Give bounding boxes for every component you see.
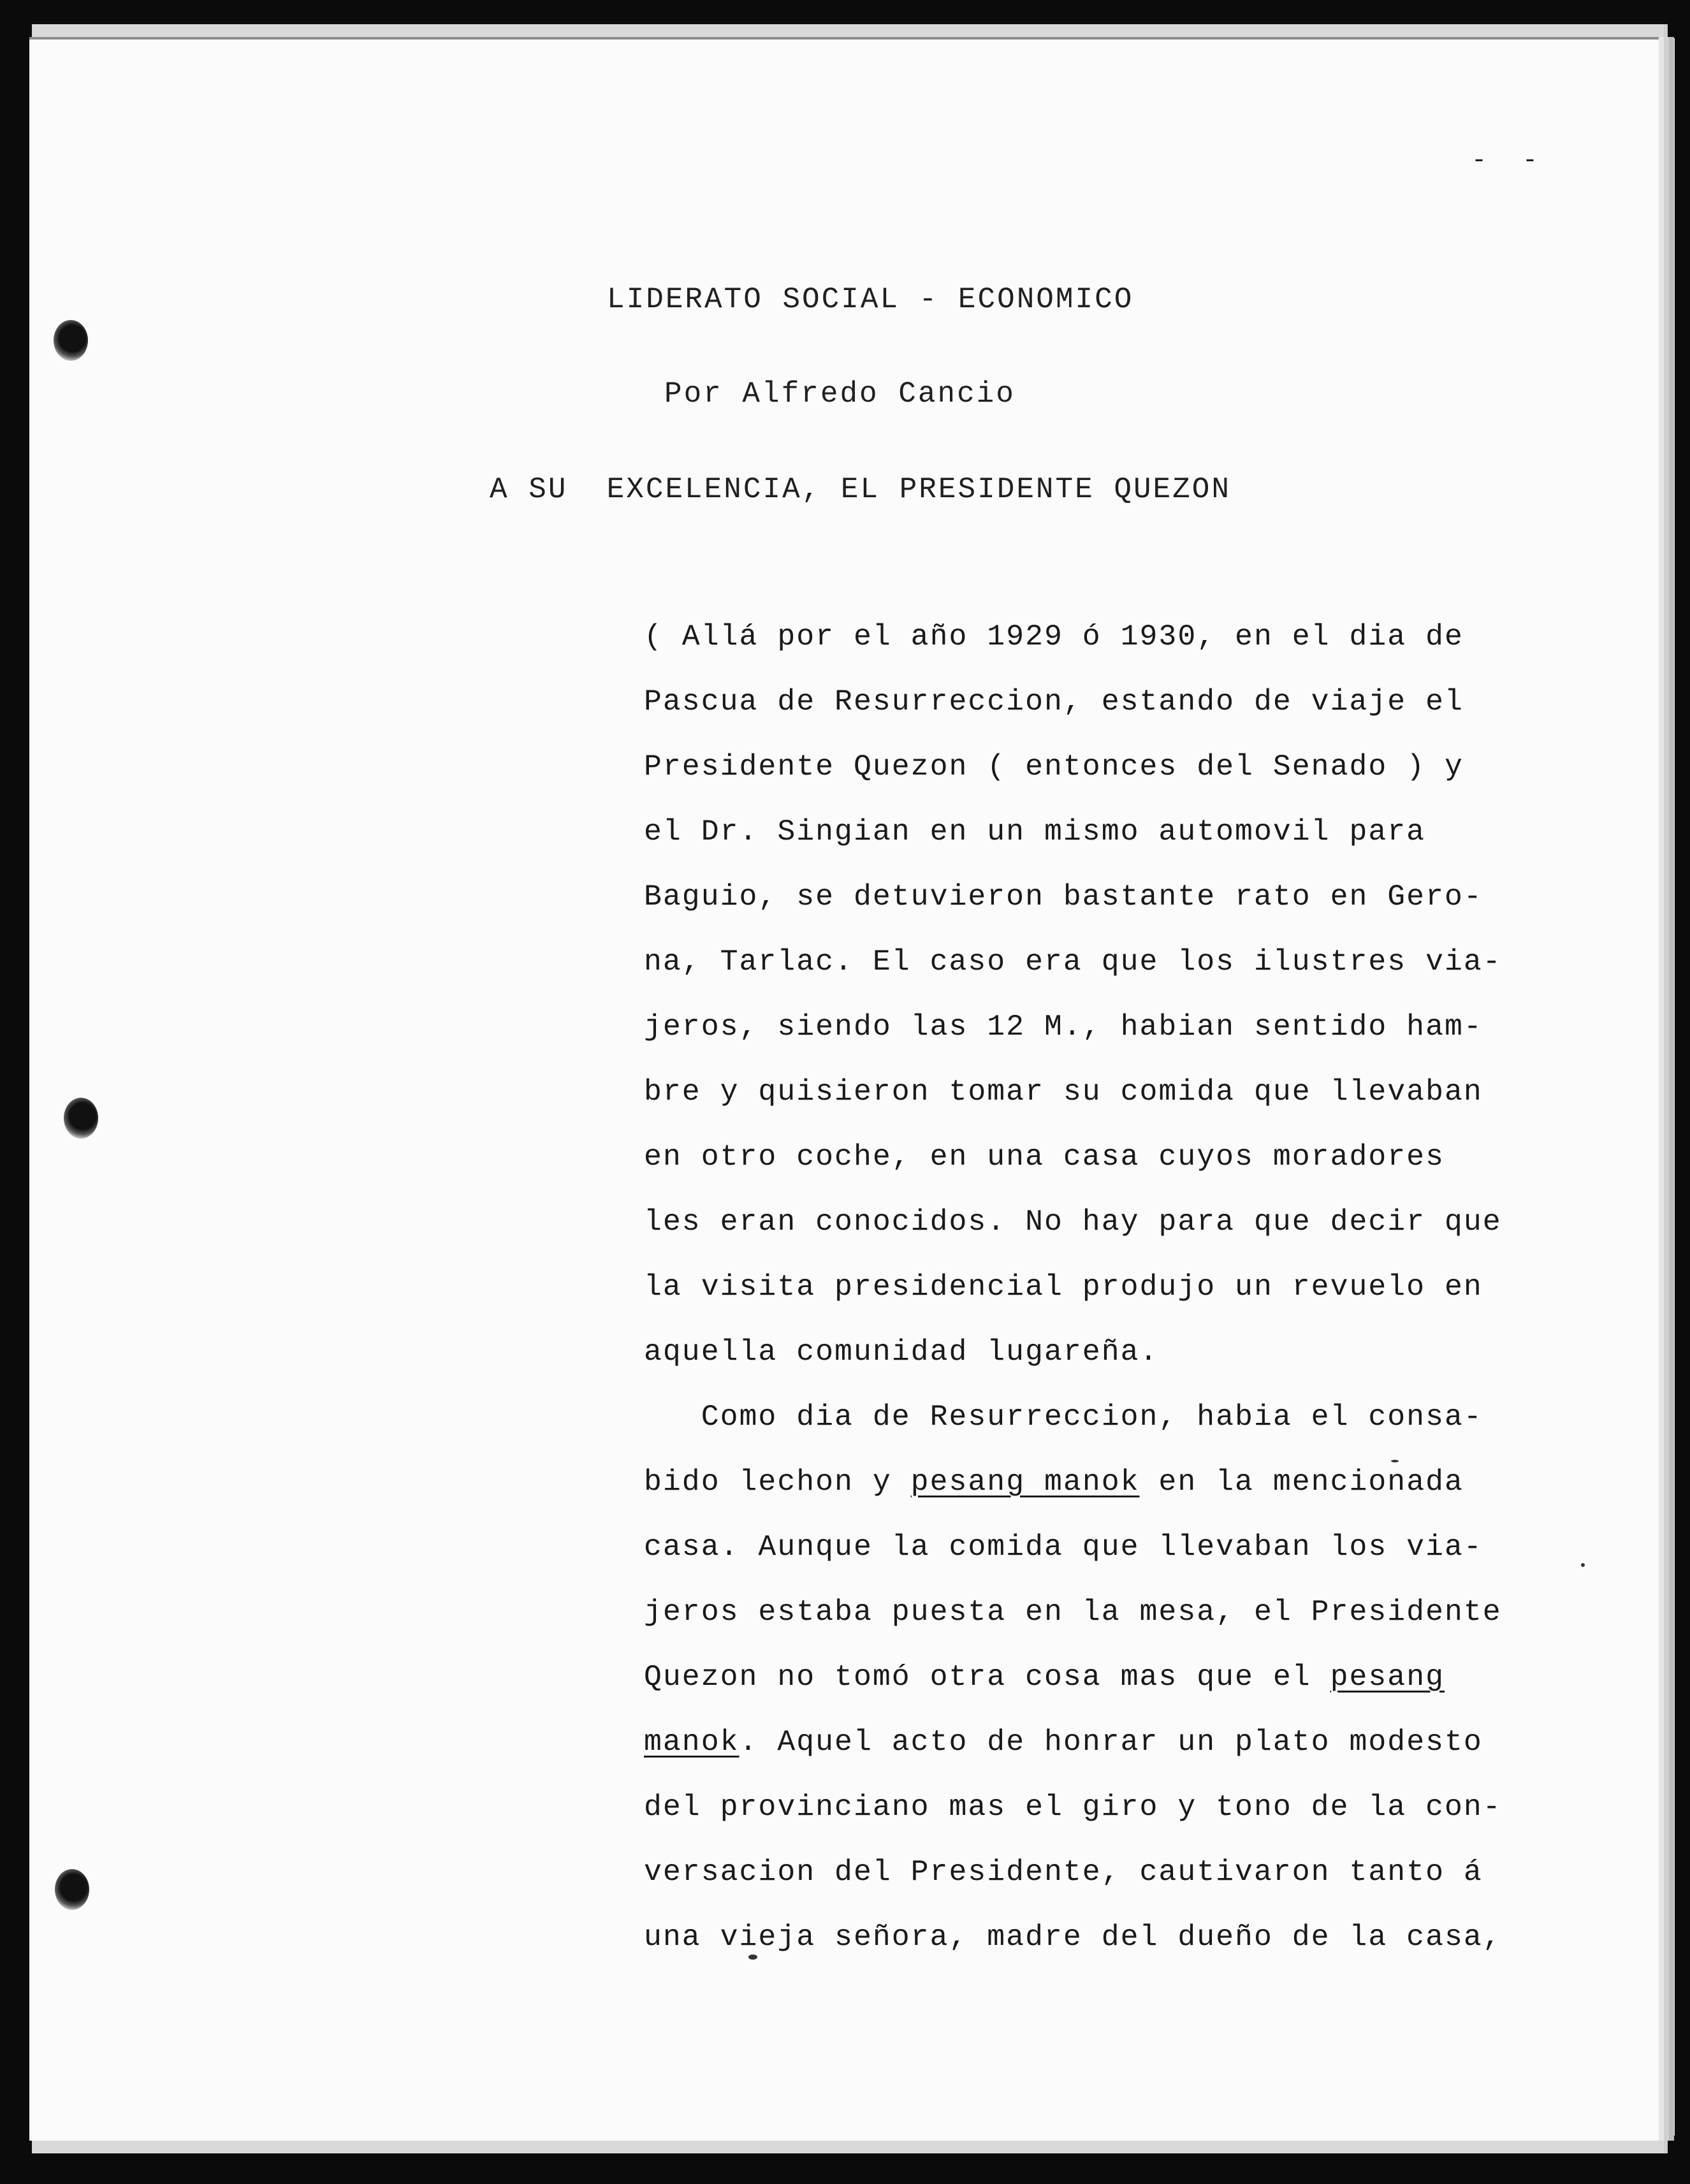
text-line: ( Allá por el año 1929 ó 1930, en el dia de bbox=[644, 620, 1464, 653]
ink-speck bbox=[1391, 1460, 1399, 1462]
text-line: del provinciano mas el giro y tono de la con- bbox=[644, 1790, 1502, 1824]
text-line: una vieja señora, madre del dueño de la casa, bbox=[644, 1920, 1502, 1954]
document-page bbox=[29, 37, 1659, 2141]
text-line: en otro coche, en una casa cuyos moradores bbox=[644, 1140, 1445, 1174]
text-line bbox=[644, 1450, 1524, 1515]
ink-speck bbox=[1581, 1563, 1585, 1567]
text-line: na, Tarlac. El caso era que los ilustres via- bbox=[644, 945, 1502, 979]
page-mark: - - bbox=[1471, 147, 1548, 175]
punch-hole-top bbox=[54, 320, 88, 361]
text-segment: bido lechon y bbox=[644, 1465, 911, 1499]
text-line: el Dr. Singian en un mismo automovil para bbox=[644, 815, 1426, 848]
paragraph-1 bbox=[644, 604, 1524, 1385]
text-line: aquella comunidad lugareña. bbox=[644, 1335, 1159, 1369]
text-segment: en la mencionada bbox=[1139, 1465, 1464, 1499]
text-line: bre y quisieron tomar su comida que llevaban bbox=[644, 1075, 1483, 1109]
document-title: LIDERATO SOCIAL - ECONOMICO bbox=[607, 283, 1134, 316]
underlined-term: pesang manok bbox=[910, 1465, 1140, 1499]
text-line: Baguio, se detuvieron bastante rato en Gero- bbox=[644, 880, 1483, 914]
punch-hole-middle bbox=[64, 1098, 98, 1139]
text-segment: . Aquel acto de honrar un plato modesto bbox=[739, 1725, 1483, 1759]
text-line: la visita presidencial produjo un revuelo en bbox=[644, 1270, 1483, 1304]
byline: Por Alfredo Cancio bbox=[664, 377, 1016, 411]
ink-speck bbox=[748, 1955, 757, 1960]
punch-hole-bottom bbox=[55, 1869, 89, 1910]
text-segment: Quezon no tomó otra cosa mas que el bbox=[644, 1660, 1330, 1694]
text-line: casa. Aunque la comida que llevaban los via- bbox=[644, 1530, 1483, 1564]
text-line bbox=[644, 1710, 1524, 1775]
text-line: jeros estaba puesta en la mesa, el Presidente bbox=[644, 1595, 1502, 1629]
body-text bbox=[644, 604, 1524, 1970]
dedication: A SU EXCELENCIA, EL PRESIDENTE QUEZON bbox=[490, 473, 1231, 506]
text-line bbox=[644, 1645, 1524, 1710]
text-line: les eran conocidos. No hay para que decir que bbox=[644, 1205, 1502, 1239]
paragraph-2 bbox=[644, 1385, 1524, 1970]
text-line: jeros, siendo las 12 M., habian sentido ham- bbox=[644, 1010, 1483, 1044]
text-line: Como dia de Resurreccion, habia el consa- bbox=[644, 1400, 1483, 1434]
underlined-term: pesang bbox=[1330, 1660, 1445, 1694]
text-line: Pascua de Resurreccion, estando de viaje el bbox=[644, 685, 1464, 718]
underlined-term: manok bbox=[644, 1725, 739, 1759]
text-line: Presidente Quezon ( entonces del Senado ) y bbox=[644, 750, 1464, 783]
text-line: versacion del Presidente, cautivaron tanto á bbox=[644, 1855, 1483, 1889]
